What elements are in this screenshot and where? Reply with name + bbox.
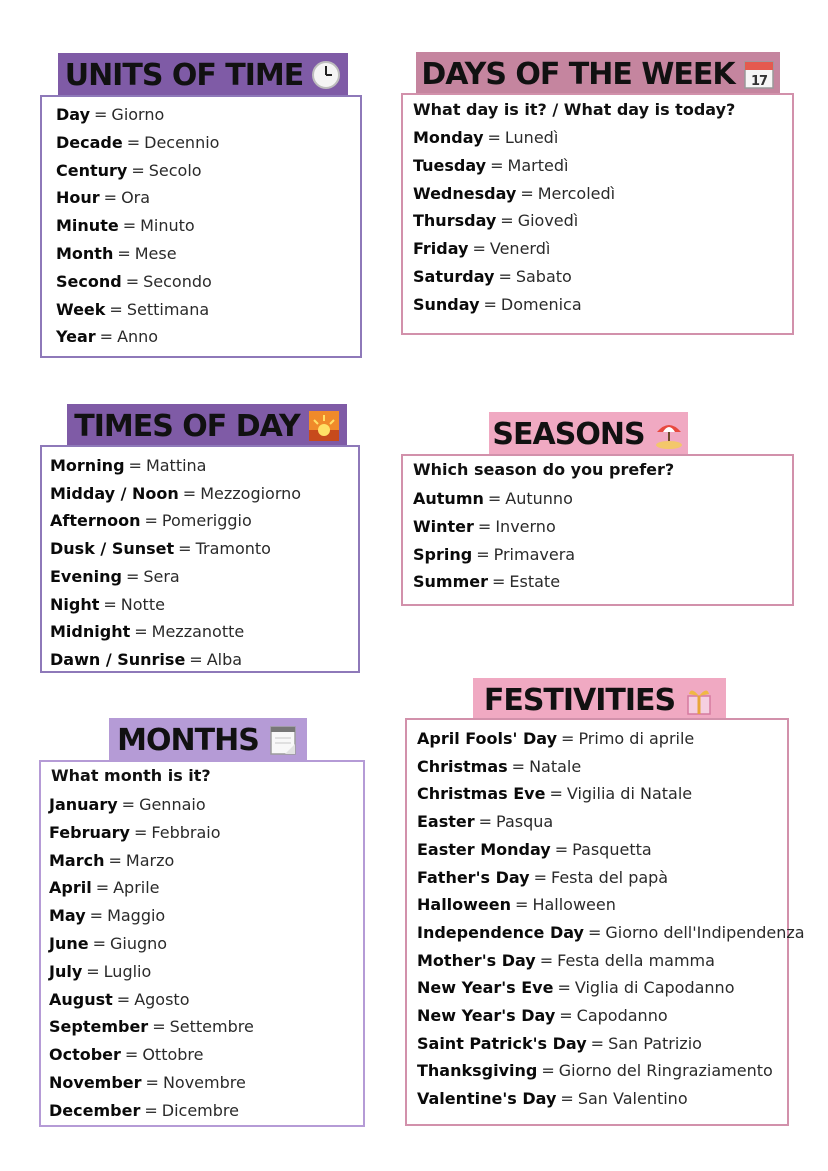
english-term: New Year's Eve	[417, 978, 554, 998]
vocab-row	[49, 962, 151, 982]
italian-term: Giorno dell'Indipendenza	[605, 922, 805, 942]
italian-term: Minuto	[140, 216, 195, 236]
equals-sign: =	[539, 950, 554, 970]
italian-term: Festa del papà	[550, 867, 669, 887]
vocab-row	[56, 300, 209, 320]
italian-term: Giorno	[111, 105, 165, 124]
italian-term: Pasqua	[496, 812, 554, 832]
italian-term: Aprile	[113, 878, 160, 898]
italian-term: Mercoledì	[537, 183, 616, 203]
clock-icon	[311, 60, 341, 90]
english-term: March	[49, 850, 105, 870]
vocab-row	[413, 267, 572, 287]
english-term: Wednesday	[413, 183, 517, 203]
calendar-icon-date: 17	[750, 74, 767, 89]
vocab-row	[50, 539, 271, 559]
equals-sign: =	[99, 327, 114, 347]
english-term: Month	[56, 244, 114, 263]
vocab-row	[50, 595, 165, 615]
vocab-row	[413, 239, 550, 259]
italian-term: Estate	[509, 572, 561, 592]
sunrise-icon	[308, 410, 340, 442]
english-term: Friday	[413, 239, 469, 259]
units-of-time-header	[58, 53, 348, 97]
english-term: Saturday	[413, 267, 495, 286]
months-list	[39, 760, 365, 1127]
vocab-row	[49, 851, 174, 871]
vocab-row	[413, 295, 582, 315]
english-term: August	[49, 989, 113, 1009]
english-term: Year	[56, 327, 96, 347]
italian-term: Notte	[120, 594, 165, 614]
vocab-row	[49, 795, 206, 815]
vocab-row	[49, 823, 221, 843]
equals-sign: =	[133, 822, 148, 842]
days-of-week-title: DAYS OF THE WEEK	[421, 56, 735, 92]
vocab-row	[417, 868, 668, 888]
english-term: Week	[56, 299, 106, 319]
equals-sign: =	[92, 934, 106, 953]
vocab-row	[417, 840, 652, 860]
vocab-row	[413, 517, 556, 537]
italian-term: Domenica	[500, 294, 582, 314]
italian-term: Vigilia di Natale	[566, 784, 693, 804]
english-term: Autumn	[413, 489, 484, 508]
equals-sign: =	[108, 850, 122, 870]
festivities-title: FESTIVITIES	[483, 682, 676, 718]
english-term: Evening	[50, 566, 122, 586]
equals-sign: =	[189, 649, 203, 669]
vocab-row	[417, 1034, 702, 1054]
italian-term: Sabato	[515, 267, 572, 286]
equals-sign: =	[95, 878, 110, 898]
equals-sign: =	[483, 294, 497, 314]
equals-sign: =	[559, 1006, 573, 1025]
english-term: November	[49, 1073, 142, 1092]
english-term: Monday	[413, 128, 484, 147]
times-of-day-list	[40, 445, 360, 673]
italian-term: Marzo	[125, 850, 175, 870]
vocab-row	[56, 105, 164, 125]
vocab-row	[417, 729, 694, 749]
vocab-row	[417, 978, 734, 998]
days-of-week-question: What day is it? / What day is today?	[413, 100, 736, 119]
english-term: Halloween	[417, 895, 512, 915]
vocab-row	[413, 545, 575, 565]
english-term: Father's Day	[417, 867, 530, 887]
equals-sign: =	[511, 756, 526, 776]
english-term: Thanksgiving	[417, 1061, 538, 1081]
units-of-time-list	[40, 95, 362, 358]
italian-term: Giugno	[110, 934, 168, 953]
equals-sign: =	[109, 299, 123, 319]
english-term: Saint Patrick's Day	[417, 1033, 587, 1053]
vocab-row	[413, 489, 573, 509]
vocab-row	[417, 923, 805, 943]
english-term: April Fools' Day	[417, 729, 558, 748]
days-of-week-header	[416, 52, 780, 96]
english-term: May	[49, 906, 86, 926]
vocab-row	[417, 812, 553, 832]
days-of-week-list	[401, 93, 794, 335]
italian-term: Anno	[117, 327, 159, 347]
english-term: Thursday	[413, 211, 497, 231]
english-term: Easter Monday	[417, 839, 551, 859]
equals-sign: =	[144, 511, 158, 531]
italian-term: San Valentino	[577, 1089, 688, 1109]
vocab-row	[49, 1017, 254, 1037]
vocab-row	[50, 456, 206, 476]
festivities-header	[473, 678, 726, 722]
equals-sign: =	[182, 483, 197, 503]
italian-term: Giovedì	[517, 211, 579, 231]
italian-term: Decennio	[144, 132, 220, 152]
vocab-row	[413, 184, 615, 204]
italian-term: Pomeriggio	[161, 511, 252, 531]
italian-term: Mese	[134, 244, 177, 263]
vocab-row	[49, 934, 167, 954]
italian-term: Secondo	[143, 271, 212, 291]
english-term: Sunday	[413, 294, 480, 314]
equals-sign: =	[103, 188, 118, 208]
equals-sign: =	[500, 211, 514, 231]
equals-sign: =	[554, 839, 569, 859]
equals-sign: =	[122, 216, 137, 236]
equals-sign: =	[116, 989, 131, 1009]
equals-sign: =	[145, 1073, 159, 1092]
equals-sign: =	[86, 961, 100, 981]
equals-sign: =	[515, 895, 529, 915]
vocab-row	[49, 1045, 203, 1065]
months-question: What month is it?	[51, 766, 211, 785]
italian-term: Primavera	[493, 544, 576, 564]
english-term: Midday / Noon	[50, 483, 179, 503]
english-term: Tuesday	[413, 155, 487, 175]
english-term: September	[49, 1017, 149, 1037]
english-term: July	[49, 961, 83, 981]
vocab-row	[417, 1089, 688, 1109]
english-term: Easter	[417, 812, 475, 832]
equals-sign: =	[541, 1061, 555, 1081]
italian-term: Agosto	[134, 989, 190, 1009]
equals-sign: =	[557, 978, 571, 998]
vocab-row	[56, 188, 150, 208]
italian-term: Maggio	[107, 906, 166, 926]
english-term: October	[49, 1045, 121, 1065]
vocab-row	[417, 784, 692, 804]
vocab-row	[413, 156, 568, 176]
vocab-row	[50, 484, 301, 504]
vocab-row	[56, 244, 177, 264]
english-term: April	[49, 878, 92, 898]
equals-sign: =	[472, 239, 486, 259]
english-term: Winter	[413, 516, 474, 536]
vocab-row	[413, 572, 560, 592]
equals-sign: =	[533, 867, 547, 887]
italian-term: Settimana	[126, 299, 210, 319]
english-term: Decade	[56, 132, 123, 152]
english-term: June	[49, 934, 89, 953]
english-term: December	[49, 1100, 141, 1120]
italian-term: Mattina	[145, 456, 207, 475]
english-term: Midnight	[50, 622, 131, 642]
italian-term: Sera	[143, 566, 180, 586]
vocab-row	[413, 211, 578, 231]
vocab-row	[50, 650, 242, 670]
vocab-row	[49, 1101, 239, 1121]
equals-sign: =	[131, 160, 145, 180]
equals-sign: =	[144, 1100, 158, 1120]
vocab-row	[49, 878, 160, 898]
italian-term: Natale	[529, 756, 582, 776]
vocab-row	[49, 990, 190, 1010]
vocab-row	[417, 757, 581, 777]
equals-sign: =	[490, 155, 504, 175]
festivities-list	[405, 718, 805, 1126]
italian-term: Giorno del Ringraziamento	[558, 1061, 773, 1081]
equals-sign: =	[477, 516, 492, 536]
equals-sign: =	[117, 244, 131, 263]
equals-sign: =	[476, 544, 490, 564]
english-term: Dawn / Sunrise	[50, 649, 186, 669]
equals-sign: =	[89, 906, 104, 926]
english-term: Second	[56, 271, 122, 291]
equals-sign: =	[103, 594, 117, 614]
italian-term: Halloween	[532, 895, 616, 915]
equals-sign: =	[587, 922, 602, 942]
equals-sign: =	[560, 1089, 574, 1109]
vocab-row	[50, 622, 244, 642]
equals-sign: =	[590, 1033, 605, 1053]
italian-term: Alba	[206, 649, 243, 669]
times-of-day-title: TIMES OF DAY	[74, 408, 300, 444]
equals-sign: =	[121, 795, 136, 814]
equals-sign: =	[128, 456, 142, 475]
equals-sign: =	[498, 267, 512, 286]
italian-term: Dicembre	[161, 1100, 239, 1120]
english-term: Hour	[56, 188, 100, 208]
equals-sign: =	[178, 539, 192, 559]
english-term: Dusk / Sunset	[50, 539, 175, 559]
english-term: January	[49, 795, 118, 814]
beach-umbrella-icon	[653, 418, 685, 450]
italian-term: Tramonto	[195, 539, 271, 559]
vocab-row	[49, 906, 165, 926]
english-term: February	[49, 822, 130, 842]
english-term: Day	[56, 105, 91, 124]
units-of-time-title: UNITS OF TIME	[64, 57, 304, 93]
equals-sign: =	[561, 729, 575, 748]
seasons-header	[489, 412, 688, 456]
english-term: Mother's Day	[417, 950, 536, 970]
seasons-question: Which season do you prefer?	[413, 460, 675, 479]
equals-sign: =	[126, 132, 141, 152]
months-header	[109, 718, 307, 762]
english-term: Valentine's Day	[417, 1089, 557, 1109]
vocab-row	[417, 1061, 773, 1081]
equals-sign: =	[134, 622, 148, 642]
italian-term: Martedì	[507, 155, 569, 175]
italian-term: Autunno	[505, 489, 573, 508]
english-term: New Year's Day	[417, 1006, 556, 1025]
italian-term: Capodanno	[576, 1006, 668, 1025]
italian-term: Novembre	[162, 1073, 246, 1092]
equals-sign: =	[520, 183, 534, 203]
equals-sign: =	[124, 1045, 139, 1065]
english-term: Summer	[413, 572, 488, 592]
vocab-row	[417, 951, 715, 971]
italian-term: Secolo	[148, 160, 202, 180]
times-of-day-header	[67, 404, 347, 448]
equals-sign: =	[125, 566, 140, 586]
italian-term: Settembre	[169, 1017, 254, 1037]
vocab-row	[56, 133, 219, 153]
english-term: Independence Day	[417, 922, 584, 942]
calendar-icon	[743, 58, 775, 90]
wrapped-gift-icon	[683, 684, 715, 716]
equals-sign: =	[487, 128, 501, 147]
equals-sign: =	[478, 812, 493, 832]
vocab-row	[56, 216, 195, 236]
italian-term: Viglia di Capodanno	[574, 978, 735, 998]
vocab-row	[56, 327, 158, 347]
english-term: Christmas	[417, 756, 508, 776]
english-term: Night	[50, 594, 100, 614]
italian-term: Ottobre	[142, 1045, 204, 1065]
italian-term: Primo di aprile	[578, 729, 695, 748]
english-term: Christmas Eve	[417, 784, 546, 804]
italian-term: Febbraio	[151, 822, 221, 842]
equals-sign: =	[94, 105, 108, 124]
vocab-row	[413, 128, 558, 148]
equals-sign: =	[487, 489, 502, 508]
vocab-row	[56, 161, 202, 181]
vocab-row	[417, 895, 616, 915]
tear-off-calendar-icon	[267, 724, 299, 756]
seasons-list	[401, 454, 794, 606]
vocab-row	[50, 511, 252, 531]
italian-term: Venerdì	[489, 239, 551, 259]
english-term: Spring	[413, 544, 473, 564]
italian-term: Inverno	[495, 516, 556, 536]
vocab-row	[417, 1006, 668, 1026]
italian-term: San Patrizio	[608, 1033, 702, 1053]
equals-sign: =	[549, 784, 563, 804]
italian-term: Gennaio	[139, 795, 206, 814]
equals-sign: =	[125, 271, 140, 291]
italian-term: Festa della mamma	[557, 950, 715, 970]
equals-sign: =	[152, 1017, 166, 1037]
vocab-row	[49, 1073, 246, 1093]
italian-term: Lunedì	[504, 128, 559, 147]
equals-sign: =	[492, 572, 506, 592]
vocab-row	[56, 272, 212, 292]
english-term: Morning	[50, 456, 125, 475]
italian-term: Luglio	[103, 961, 152, 981]
italian-term: Mezzogiorno	[200, 483, 302, 503]
italian-term: Pasquetta	[572, 839, 652, 859]
italian-term: Mezzanotte	[151, 622, 245, 642]
english-term: Afternoon	[50, 511, 141, 531]
months-title: MONTHS	[117, 722, 259, 758]
vocab-row	[50, 567, 180, 587]
italian-term: Ora	[121, 188, 151, 208]
seasons-title: SEASONS	[492, 416, 645, 452]
english-term: Minute	[56, 216, 119, 236]
english-term: Century	[56, 160, 128, 180]
